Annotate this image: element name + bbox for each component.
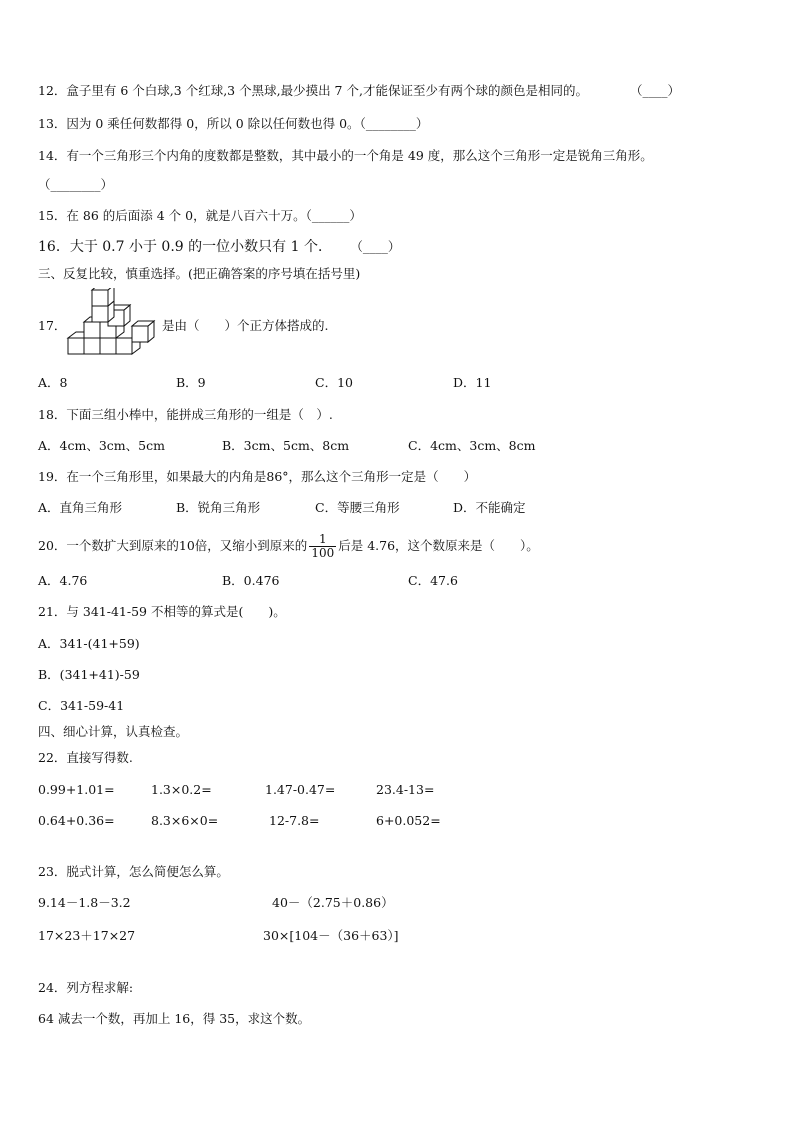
fraction-one-hundredth (309, 533, 336, 560)
q22-item: 1.3×0.2= (151, 782, 212, 797)
q22-item: 0.99+1.01= (38, 782, 115, 797)
question-21-text: 21．与 341-41-59 不相等的算式是( )。 (38, 604, 286, 619)
question-17-option-b[interactable]: B．9 (176, 375, 206, 390)
question-16-text: 16．大于 0.7 小于 0.9 的一位小数只有 1 个． (38, 239, 332, 255)
q22-item: 8.3×6×0= (151, 813, 219, 828)
q22-item: 23.4-13= (376, 782, 435, 797)
question-15 (38, 208, 362, 224)
question-23-text: 23．脱式计算，怎么简便怎么算。 (38, 864, 229, 879)
section-3-heading: 三、反复比较，慎重选择。(把正确答案的序号填在括号里) (38, 266, 361, 281)
q22-item: 6+0.052= (376, 813, 441, 828)
q23-item: 9.14－1.8－3.2 (38, 895, 131, 910)
question-20-text-post: 后是 4.76，这个数原来是（ ）。 (338, 538, 539, 553)
question-19-option-b[interactable]: B．锐角三角形 (176, 500, 261, 515)
question-18-text: 18．下面三组小棒中，能拼成三角形的一组是（ ）. (38, 407, 333, 422)
question-13 (38, 116, 428, 132)
q22-item: 12-7.8= (269, 813, 320, 828)
q23-item: 30×[104－（36＋63）] (263, 928, 399, 943)
cube-stack-figure (64, 288, 156, 360)
question-22-text: 22．直接写得数. (38, 750, 133, 765)
question-16 (38, 239, 400, 255)
question-20-option-c[interactable]: C．47.6 (408, 573, 458, 588)
q22-item: 1.47-0.47= (265, 782, 336, 797)
question-14 (38, 148, 653, 164)
fraction-numerator: 1 (318, 532, 327, 546)
question-18-option-c[interactable]: C．4cm、3cm、8cm (408, 438, 536, 453)
question-17-option-c[interactable]: C．10 (315, 375, 353, 390)
question-12-text: 12．盒子里有 6 个白球,3 个红球,3 个黑球,最少摸出 7 个,才能保证至少有两个球的颜色是相同的。 (38, 83, 588, 98)
question-19-option-c[interactable]: C．等腰三角形 (315, 500, 400, 515)
question-20-text-pre: 20．一个数扩大到原来的10倍，又缩小到原来的 (38, 538, 308, 553)
question-14-blank-line (38, 177, 113, 193)
question-12 (38, 83, 680, 99)
cube-stack-icon (64, 288, 156, 360)
question-21-option-a[interactable]: A．341-(41+59) (38, 636, 140, 651)
question-17-option-d[interactable]: D．11 (453, 375, 492, 390)
question-20 (38, 532, 539, 560)
question-24-text: 24．列方程求解: (38, 980, 134, 995)
question-14-blank[interactable]: （________） (38, 177, 114, 192)
question-17-option-a[interactable]: A．8 (38, 375, 68, 390)
question-19-option-d[interactable]: D．不能确定 (453, 500, 526, 515)
question-19-text: 19．在一个三角形里，如果最大的内角是86°，那么这个三角形一定是（ ） (38, 469, 477, 484)
question-20-option-a[interactable]: A．4.76 (38, 573, 88, 588)
section-4-heading: 四、细心计算，认真检查。 (38, 724, 189, 739)
question-13-blank[interactable]: （________） (359, 116, 429, 131)
q23-item: 17×23＋17×27 (38, 928, 136, 943)
question-13-text: 13．因为 0 乘任何数都得 0，所以 0 除以任何数也得 0。 (38, 116, 360, 131)
q22-item: 0.64+0.36= (38, 813, 115, 828)
question-17-number: 17． (38, 318, 67, 333)
fraction-denominator: 100 (311, 546, 335, 560)
question-18-option-b[interactable]: B．3cm、5cm、8cm (222, 438, 350, 453)
question-19-option-a[interactable]: A．直角三角形 (38, 500, 123, 515)
question-14-text: 14．有一个三角形三个内角的度数都是整数，其中最小的一个角是 49 度，那么这个三角形一定是锐角三角形。 (38, 148, 653, 163)
q23-item: 40－（2.75＋0.86） (272, 895, 394, 910)
question-12-blank[interactable]: （____） (629, 83, 680, 98)
question-17-text: 是由（ ）个正方体搭成的. (162, 318, 329, 333)
question-15-text: 15．在 86 的后面添 4 个 0，就是八百六十万。 (38, 208, 306, 223)
question-16-blank[interactable]: （____） (350, 239, 401, 254)
question-15-blank[interactable]: （______） (305, 208, 362, 223)
question-21-option-c[interactable]: C．341-59-41 (38, 698, 125, 713)
question-18-option-a[interactable]: A．4cm、3cm、5cm (38, 438, 165, 453)
question-21-option-b[interactable]: B．(341+41)-59 (38, 667, 140, 682)
question-24-body: 64 减去一个数，再加上 16，得 35，求这个数。 (38, 1011, 311, 1026)
question-20-option-b[interactable]: B．0.476 (222, 573, 280, 588)
